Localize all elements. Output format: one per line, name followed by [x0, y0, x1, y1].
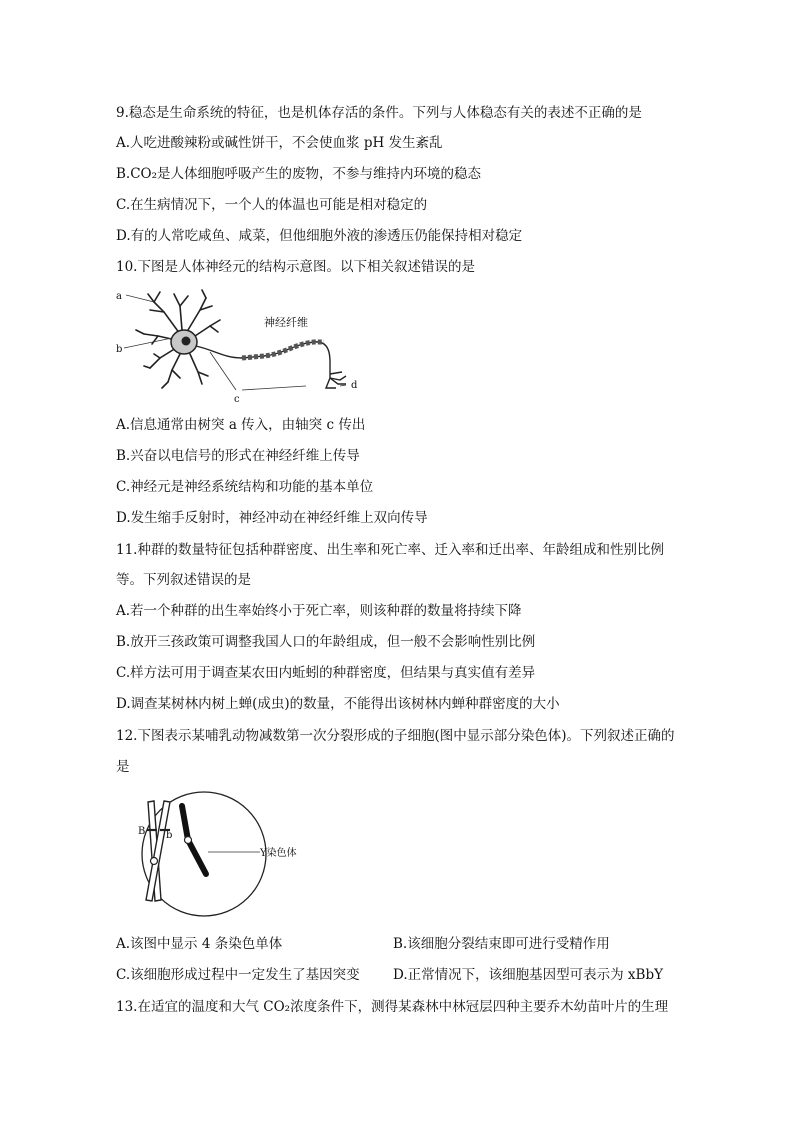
q12-option-a: A.该图中显示 4 条染色单体 — [116, 936, 283, 952]
q11-option-c: C.样方法可用于调查某农田内蚯蚓的种群密度，但结果与真实值有差异 — [116, 665, 536, 681]
q9-stem: 9.稳态是生命系统的特征，也是机体存活的条件。下列与人体稳态有关的表述不正确的是 — [116, 105, 642, 121]
q10-option-b: B.兴奋以电信号的形式在神经纤维上传导 — [116, 448, 360, 464]
q12-option-d: D.正常情况下，该细胞基因型可表示为 xBbY — [393, 967, 664, 983]
q11-stem-line1: 11.种群的数量特征包括种群密度、出生率和死亡率、迁入率和迁出率、年龄组成和性别比例 — [116, 542, 664, 558]
q12-stem-line1: 12.下图表示某哺乳动物减数第一次分裂形成的子细胞(图中显示部分染色体)。下列叙述正确的 — [116, 728, 675, 744]
q10-option-d: D.发生缩手反射时，神经冲动在神经纤维上双向传导 — [116, 510, 428, 526]
label-b: b — [116, 344, 123, 355]
q11-stem-line2: 等。下列叙述错误的是 — [116, 572, 251, 588]
q11-option-b: B.放开三孩政策可调整我国人口的年龄组成，但一般不会影响性别比例 — [116, 634, 536, 650]
label-d: d — [351, 380, 358, 391]
q11-option-d: D.调查某树林内树上蝉(成虫)的数量，不能得出该树林内蝉种群密度的大小 — [116, 696, 560, 712]
label-allele-B: B — [138, 826, 146, 837]
q13-stem: 13.在适宜的温度和大气 CO₂浓度条件下，测得某森林中林冠层四种主要乔木幼苗叶片的生理 — [116, 999, 669, 1015]
q9-option-a: A.人吃进酸辣粉或碱性饼干，不会使血浆 pH 发生紊乱 — [116, 135, 443, 151]
label-allele-b: b — [166, 830, 173, 841]
label-c: c — [234, 394, 240, 405]
q10-option-a: A.信息通常由树突 a 传入，由轴突 c 传出 — [116, 417, 366, 433]
q10-option-c: C.神经元是神经系统结构和功能的基本单位 — [116, 479, 374, 495]
label-a: a — [116, 291, 122, 302]
q9-option-d: D.有的人常吃咸鱼、咸菜，但他细胞外液的渗透压仍能保持相对稳定 — [116, 228, 523, 244]
label-y-chromosome: Y染色体 — [260, 848, 297, 859]
chromosome-figure — [114, 788, 314, 918]
q10-stem: 10.下图是人体神经元的结构示意图。以下相关叙述错误的是 — [116, 259, 475, 275]
q9-option-c: C.在生病情况下，一个人的体温也可能是相对稳定的 — [116, 197, 428, 213]
q12-option-c: C.该细胞形成过程中一定发生了基因突变 — [116, 967, 360, 983]
q11-option-a: A.若一个种群的出生率始终小于死亡率，则该种群的数量将持续下降 — [116, 603, 522, 619]
q12-option-b: B.该细胞分裂结束即可进行受精作用 — [393, 936, 610, 952]
neuron-figure — [114, 284, 364, 406]
label-nerve-fiber: 神经纤维 — [264, 316, 308, 329]
q9-option-b: B.CO₂是人体细胞呼吸产生的废物，不参与维持内环境的稳态 — [116, 166, 482, 182]
q12-stem-line2: 是 — [116, 759, 130, 775]
